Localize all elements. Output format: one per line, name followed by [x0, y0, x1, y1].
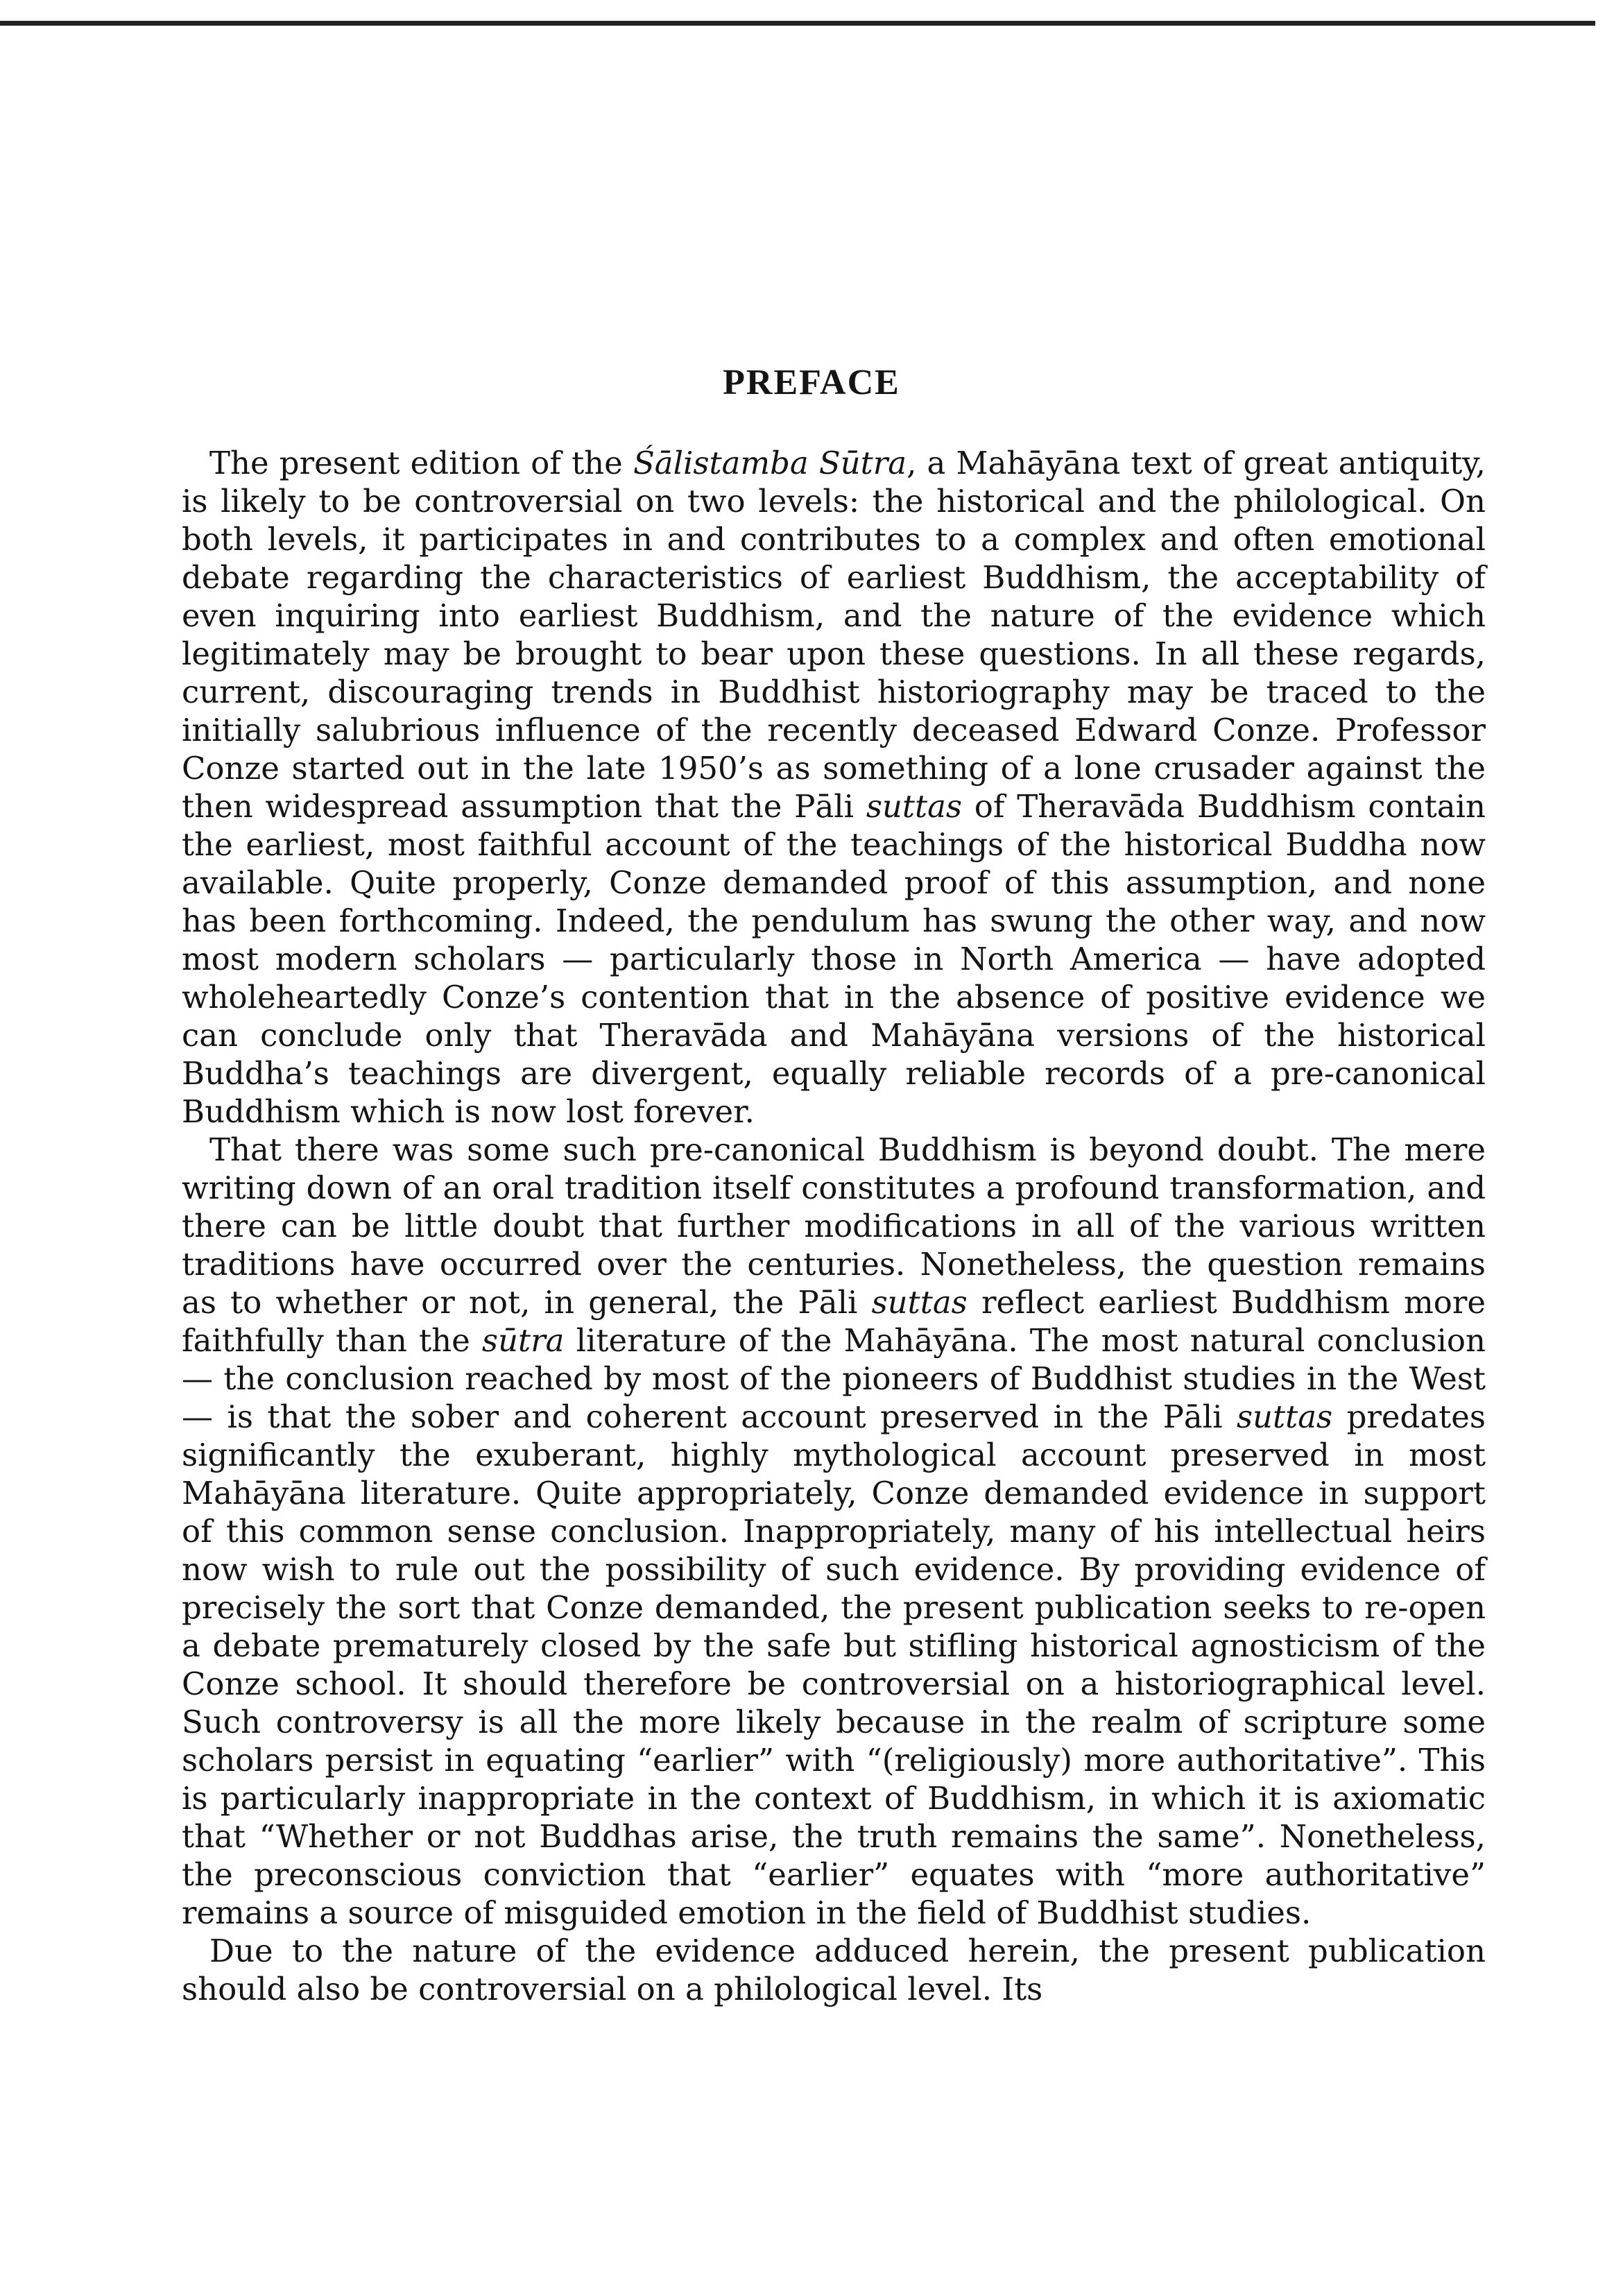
italic-term: sūtra [481, 1322, 565, 1359]
paragraph [182, 444, 1486, 1131]
text-run: Due to the nature of the evidence adduced herein, the present publication should also be controversial on a philological level. Its [182, 1933, 1486, 2007]
italic-term: suttas [866, 788, 962, 825]
italic-term: suttas [1236, 1398, 1333, 1435]
page-title: PREFACE [723, 363, 900, 402]
italic-term: suttas [871, 1284, 968, 1321]
text-run: predates significantly the exuberant, highly mythological account preserved in most Mahāyāna literature. Quite appropriately, Conze demanded evidence in support of this common sense conclusion. Inappropriately, many of his intellectual heirs now wish to rule out the possibility of such evidence. By providing evidence of precisely the sort that Conze demanded, the present publication seeks to re-open a debate prematurely closed by the safe but stifling historical agnosticism of the Conze school. It should therefore be controversial on a historiographical level. Such controversy is all the more likely because in the realm of scripture some scholars persist in equating “earlier” with “(religiously) more authoritative”. This is particularly inappropriate in the context of Buddhism, in which it is axiomatic that “Whether or not Buddhas arise, the truth remains the same”. Nonetheless, the preconscious conviction that “earlier” equates with “more authoritative” remains a source of misguided emotion in the field of Buddhist studies. [182, 1398, 1486, 1931]
paragraph [182, 1932, 1486, 2008]
text-run: , a Mahāyāna text of great antiquity, is likely to be controversial on two levels: the historical and the philological. On both levels, it participates in and contributes to a complex and often emotional debate regarding the characteristics of earliest Buddhism, the acceptability of even inquiring into earliest Buddhism, and the nature of the evidence which legitimately may be brought to bear upon these questions. In all these regards, current, discouraging trends in Buddhist historiography may be traced to the initially salubrious influence of the recently deceased Edward Conze. Professor Conze started out in the late 1950’s as something of a lone crusader against the then widespread assumption that the Pāli [182, 445, 1486, 825]
text-run: That there was some such pre-canonical Buddhism is beyond doubt. The mere writing down of an oral tradition itself constitutes a profound transformation, and there can be little doubt that further modifications in all of the various written traditions have occurred over the centuries. Nonetheless, the question remains as to whether or not, in general, the Pāli [182, 1131, 1486, 1321]
preface-body [182, 444, 1486, 2008]
text-run: The present edition of the [209, 445, 633, 481]
top-rule [0, 21, 1595, 26]
italic-term: Śālistamba Sūtra [633, 445, 907, 481]
text-run: of Theravāda Buddhism contain the earliest, most faithful account of the teachings of the historical Buddha now available. Quite properly, Conze demanded proof of this assumption, and none has been forthcoming. Indeed, the pendulum has swung the other way, and now most modern scholars — particularly those in North America — have adopted wholeheartedly Conze’s contention that in the absence of positive evidence we can conclude only that Theravāda and Mahāyāna versions of the historical Buddha’s teachings are divergent, equally reliable records of a pre-canonical Buddhism which is now lost forever. [182, 788, 1486, 1130]
paragraph [182, 1131, 1486, 1932]
text-run: reflect earliest Buddhism more faithfully than the [182, 1284, 1486, 1359]
text-run: literature of the Mahāyāna. The most natural conclusion — the conclusion reached by most of the pioneers of Buddhist studies in the West — is that the sober and coherent account preserved in the Pāli [182, 1322, 1486, 1435]
